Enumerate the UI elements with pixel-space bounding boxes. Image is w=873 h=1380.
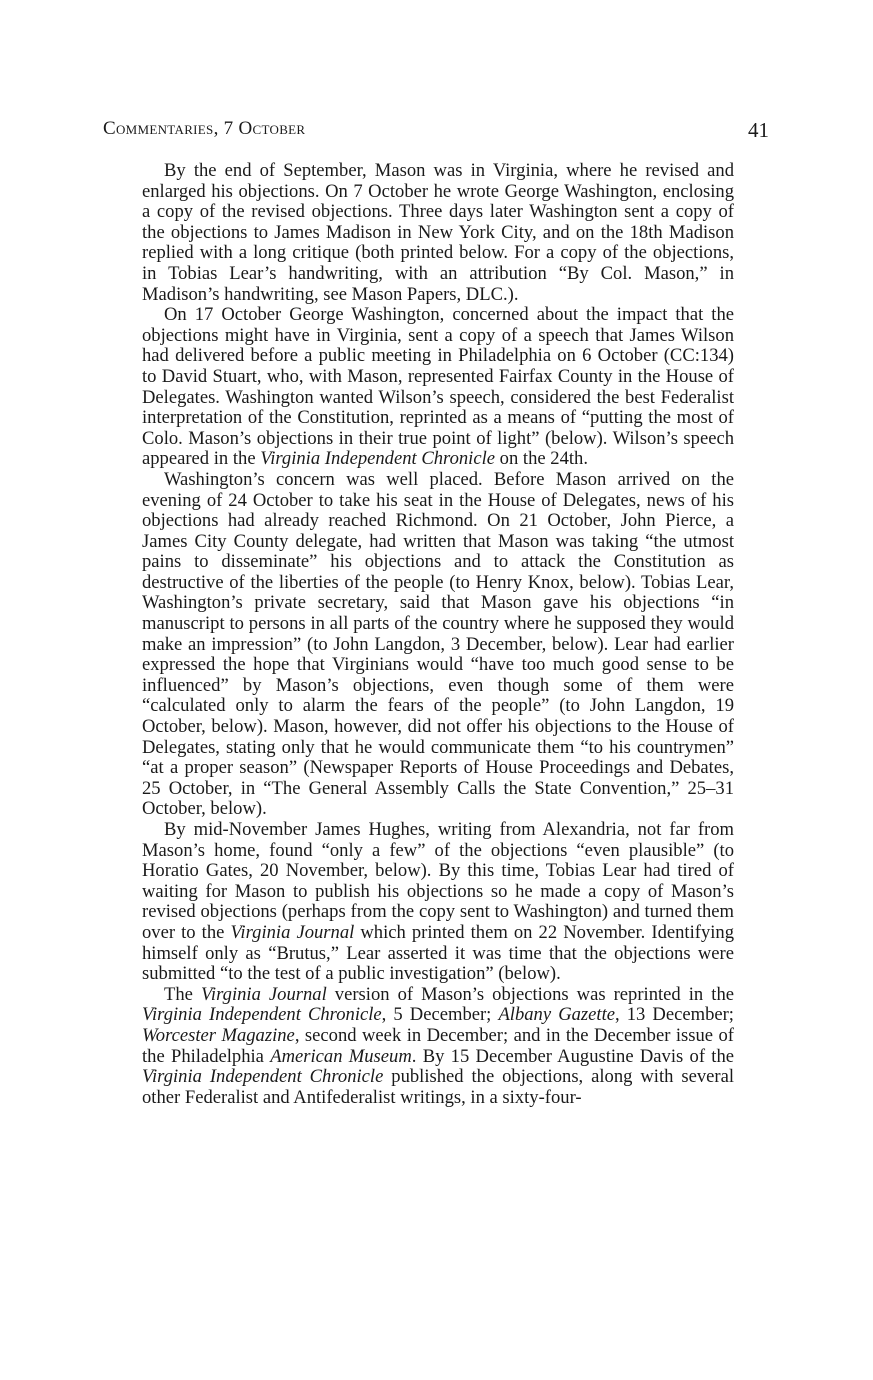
text-run: published the objections, along with several other Federalist and Antifederalist writings, in a sixty-four- — [142, 1066, 734, 1108]
text-run: , 5 December; — [381, 1004, 499, 1026]
italic-title: Virginia Journal — [200, 983, 327, 1005]
paragraph — [142, 820, 734, 985]
text-run: version of Mason’s objections was reprinted in the — [326, 983, 734, 1005]
text-run: , 13 December; — [615, 1004, 734, 1026]
text-run: On 17 October George Washington, concerned about the impact that the objections might have in Virginia, sent a copy of a speech that James Wilson had delivered before a public meeting in Philadelphia on 6 October (CC:134) to David Stuart, who, with Mason, represented Fairfax County in the House of Delegates. Washington wanted Wilson’s speech, considered the best Federalist interpretation of the Constitution, reprinted as a means of “putting the most of Colo. Mason’s objections in their true point of light” (below). Wilson’s speech appeared in the — [142, 304, 734, 470]
page-number: 41 — [748, 118, 769, 142]
text-run: Washington’s concern was well placed. Before Mason arrived on the evening of 24 October to take his seat in the House of Delegates, news of his objections had already reached Richmond. On 21 October, John Pierce, a James City County delegate, had written that Mason was taking “the utmost pains to disseminate” his objections and to attack the Constitution as destructive of the liberties of the people (to Henry Knox, below). Tobias Lear, Washington’s private secretary, said that Mason gave his objections “in manuscript to persons in all parts of the country where he supposed they would make an impression” (to John Langdon, 3 December, below). Lear had earlier expressed the hope that Virginians would “have too much good sense to be influenced” by Mason’s objections, even though some of them were “calculated only to alarm the fears of the people” (to John Langdon, 19 October, below). Mason, however, did not offer his objections to the House of Delegates, stating only that he would communicate them “to his countrymen” “at a proper season” (Newspaper Reports of House Proceedings and Debates, 25 October, in “The General Assembly Calls the State Convention,” 25–31 October, below). — [142, 468, 734, 820]
italic-title: Worcester Magazine — [142, 1024, 295, 1046]
italic-title: Virginia Independent Chronicle — [260, 448, 496, 470]
text-run: , second week in December; and in the December issue of the Philadelphia — [142, 1024, 735, 1067]
text-run: By the end of September, Mason was in Virginia, where he revised and enlarged his objections. On 7 October he wrote George Washington, enclosing a copy of the revised objections. Three days later Washington sent a copy of the objections to James Madison in New York City, and on the 18th Madison replied with a long critique (both printed below. For a copy of the objections, in Tobias Lear’s handwriting, with an attribution “By Col. Mason,” in Madison’s handwriting, see Mason Papers, DLC.). — [142, 160, 734, 305]
text-run: which printed them on 22 November. Identifying himself only as “Brutus,” Lear asserted it was time that the objections were submitted “to the test of a public investigation” (below). — [142, 921, 735, 985]
italic-title: Virginia Independent Chronicle — [142, 1066, 384, 1088]
italic-title: Albany Gazette — [498, 1004, 615, 1026]
running-head — [103, 118, 769, 146]
paragraph — [142, 305, 734, 470]
paragraph — [142, 161, 734, 305]
running-title: Commentaries, 7 October — [103, 118, 306, 139]
italic-title: Virginia Journal — [230, 921, 355, 943]
text-run: on the 24th. — [495, 448, 588, 470]
text-run: The — [164, 983, 201, 1005]
text-run: By mid-November James Hughes, writing from Alexandria, not far from Mason’s home, found “only a few” of the objections “even plausible” (to Horatio Gates, 20 November, below). By this time, Tobias Lear had tired of waiting for Mason to publish his objections so he made a copy of Mason’s revised objections (perhaps from the copy sent to Washington) and turned them over to the — [142, 819, 734, 943]
italic-title: Virginia Independent Chronicle — [142, 1004, 382, 1026]
text-run: . By 15 December Augustine Davis of the — [411, 1045, 734, 1067]
paragraph — [142, 470, 734, 820]
body-text — [142, 161, 734, 1108]
paragraph — [142, 985, 734, 1109]
italic-title: American Museum — [270, 1045, 412, 1067]
